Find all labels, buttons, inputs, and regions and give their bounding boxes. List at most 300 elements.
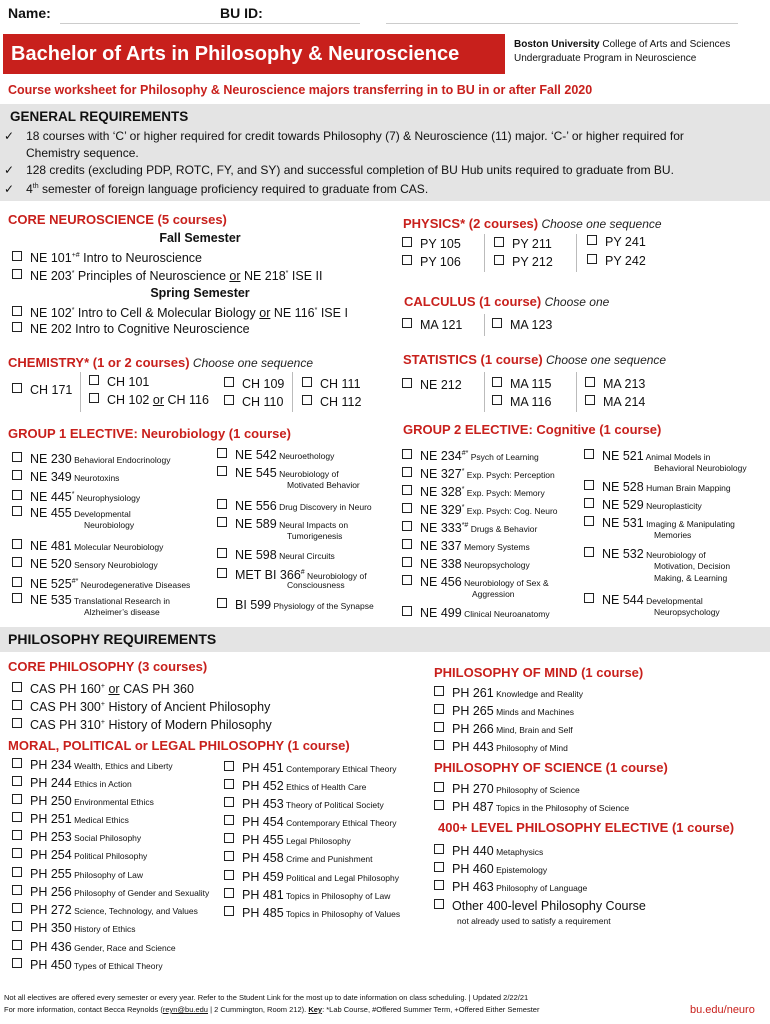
course-code: PH 272 <box>30 903 72 917</box>
course-ma214[interactable]: MA 214 <box>585 394 645 410</box>
course-name-cont: Tumorigenesis <box>287 531 343 541</box>
course-item[interactable] <box>434 861 547 878</box>
course-name-cont: Motivated Behavior <box>287 480 360 490</box>
course-py211[interactable]: PY 211 <box>494 236 552 252</box>
course-name: Neuroplasticity <box>643 501 702 511</box>
course-item[interactable] <box>434 703 574 720</box>
name-label: Name: <box>8 5 51 21</box>
checkbox[interactable] <box>12 794 22 804</box>
course-name: Memory Systems <box>461 542 530 552</box>
course-name: Behavioral Endocrinology <box>71 455 171 465</box>
course-item[interactable] <box>434 799 629 816</box>
course-name: Drug Discovery in Neuro <box>276 502 372 512</box>
course-item[interactable] <box>217 597 374 614</box>
course-ch110[interactable]: CH 110 <box>224 394 283 410</box>
checkbox[interactable] <box>584 547 594 557</box>
general-item: ✓ 18 courses with ‘C’ or higher required for credit towards Philosophy (7) & Neuroscience (11) major. ‘C-’ or higher required for <box>4 129 684 143</box>
course-item[interactable] <box>434 781 580 798</box>
course-name: Crime and Punishment <box>283 854 373 864</box>
checkbox[interactable] <box>402 575 412 585</box>
checkbox[interactable] <box>492 377 502 387</box>
checkbox[interactable] <box>402 255 412 265</box>
title-banner <box>3 34 505 74</box>
course-name: Neuropsychology <box>461 560 530 570</box>
checkbox[interactable] <box>12 903 22 913</box>
course-name: Wealth, Ethics and Liberty <box>71 761 173 771</box>
course-code: PH 251 <box>30 812 72 826</box>
course-code: MET BI 366 <box>235 568 301 583</box>
course-name: Topics in the Philosophy of Science <box>493 803 630 813</box>
divider <box>292 372 293 412</box>
course-item[interactable] <box>402 518 537 537</box>
course-code: NE 455 <box>30 506 72 520</box>
course-ch102[interactable]: CH 102 or CH 116 <box>89 392 209 408</box>
course-item[interactable] <box>224 887 390 904</box>
checkbox[interactable] <box>302 395 312 405</box>
university: Boston University College of Arts and Sciences Undergraduate Program in Neuroscience <box>514 39 731 64</box>
course-code: PH 454 <box>242 815 284 829</box>
checkbox[interactable] <box>12 306 22 316</box>
course-ne102[interactable]: NE 102* Intro to Cell & Molecular Biology or NE 116* ISE I <box>12 303 348 321</box>
checkbox[interactable] <box>224 761 234 771</box>
checkbox[interactable] <box>224 833 234 843</box>
course-ph160[interactable]: CAS PH 160+ or CAS PH 360 <box>12 679 194 697</box>
course-name: Molecular Neurobiology <box>71 542 164 552</box>
checkbox[interactable] <box>224 395 234 405</box>
checkbox[interactable] <box>402 449 412 459</box>
course-name: Contemporary Ethical Theory <box>283 764 397 774</box>
course-name: Philosophy of Science <box>493 785 580 795</box>
checkbox[interactable] <box>217 568 227 578</box>
checkbox[interactable] <box>402 557 412 567</box>
checkbox[interactable] <box>12 830 22 840</box>
checkbox[interactable] <box>585 377 595 387</box>
checkbox[interactable] <box>217 548 227 558</box>
checkbox[interactable] <box>217 598 227 608</box>
checkbox[interactable] <box>434 862 444 872</box>
checkbox[interactable] <box>12 700 22 710</box>
course-item[interactable] <box>402 482 545 501</box>
course-ch171[interactable]: CH 171 <box>12 382 72 398</box>
calculus-title: CALCULUS (1 course) Choose one <box>404 294 610 309</box>
contact-email[interactable]: reyn@bu.edu <box>162 1005 208 1014</box>
checkbox[interactable] <box>494 255 504 265</box>
checkbox[interactable] <box>12 557 22 567</box>
checkbox[interactable] <box>434 800 444 810</box>
course-item[interactable] <box>224 869 399 886</box>
statistics-title: STATISTICS (1 course) Choose one sequence <box>403 352 667 367</box>
course-code: PH 256 <box>30 885 72 899</box>
checkbox[interactable] <box>12 506 22 516</box>
checkbox[interactable] <box>402 237 412 247</box>
course-name-cont: Aggression <box>472 589 515 599</box>
checkbox[interactable] <box>402 467 412 477</box>
other-note: not already used to satisfy a requirement <box>457 916 611 926</box>
science-title: PHILOSOPHY OF SCIENCE (1 course) <box>434 760 668 775</box>
subtitle: Course worksheet for Philosophy & Neuroscience majors transferring in to BU in or after Fall 2020 <box>8 83 593 97</box>
course-ma213[interactable]: MA 213 <box>585 376 645 392</box>
course-code: PH 459 <box>242 870 284 884</box>
course-py212[interactable]: PY 212 <box>494 254 553 270</box>
course-item[interactable] <box>12 957 163 974</box>
course-ma116[interactable]: MA 116 <box>492 394 551 410</box>
course-code: PH 253 <box>30 830 72 844</box>
course-item[interactable] <box>224 905 400 922</box>
checkbox[interactable] <box>12 251 22 261</box>
checkbox[interactable] <box>12 958 22 968</box>
checkbox[interactable] <box>12 383 22 393</box>
course-ma121[interactable]: MA 121 <box>402 317 462 333</box>
checkbox[interactable] <box>224 888 234 898</box>
footer-url[interactable]: bu.edu/neuro <box>690 1004 755 1016</box>
checkbox[interactable] <box>224 815 234 825</box>
course-item[interactable] <box>402 556 530 573</box>
checkbox[interactable] <box>402 485 412 495</box>
checkbox[interactable] <box>402 521 412 531</box>
course-name: Knowledge and Reality <box>493 689 584 699</box>
course-ch111[interactable]: CH 111 <box>302 376 361 392</box>
checkbox[interactable] <box>587 254 597 264</box>
course-code: PH 234 <box>30 758 72 772</box>
checkbox[interactable] <box>12 490 22 500</box>
checkbox[interactable] <box>402 318 412 328</box>
course-name: Exp. Psych: Perception <box>464 470 555 481</box>
course-item[interactable] <box>434 685 583 702</box>
course-code: PH 250 <box>30 794 72 808</box>
course-name: Epistemology <box>493 865 548 875</box>
course-code: NE 234 <box>420 449 462 464</box>
checkbox[interactable] <box>584 480 594 490</box>
checkbox[interactable] <box>434 686 444 696</box>
course-mark: *# <box>461 522 469 529</box>
checkbox[interactable] <box>12 452 22 462</box>
checkbox[interactable] <box>217 466 227 476</box>
physics-title: PHYSICS* (2 courses) Choose one sequence <box>403 216 662 231</box>
checkbox[interactable] <box>402 503 412 513</box>
course-code: PH 453 <box>242 797 284 811</box>
course-py106[interactable]: PY 106 <box>402 254 461 270</box>
course-ph310[interactable]: CAS PH 310+ History of Modern Philosophy <box>12 715 272 733</box>
course-name: Minds and Machines <box>493 707 575 717</box>
course-item[interactable] <box>224 850 373 867</box>
course-name: Social Philosophy <box>71 833 142 843</box>
course-ph300[interactable]: CAS PH 300+ History of Ancient Philosophy <box>12 697 270 715</box>
course-code: NE 329 <box>420 503 462 518</box>
course-item[interactable] <box>434 843 543 860</box>
checkbox[interactable] <box>12 812 22 822</box>
course-other400[interactable]: Other 400-level Philosophy Course <box>434 898 646 914</box>
checkbox[interactable] <box>224 906 234 916</box>
course-ch109[interactable]: CH 109 <box>224 376 284 392</box>
checkbox[interactable] <box>12 470 22 480</box>
checkbox[interactable] <box>494 237 504 247</box>
course-item[interactable] <box>12 884 209 901</box>
course-name-cont: Neuropsychology <box>654 607 720 617</box>
course-name: Animal Models in <box>643 452 711 462</box>
checkbox[interactable] <box>217 448 227 458</box>
checkbox[interactable] <box>12 718 22 728</box>
spring-semester: Spring Semester <box>150 286 250 300</box>
course-item[interactable] <box>12 775 132 792</box>
course-ne202[interactable]: NE 202 Intro to Cognitive Neuroscience <box>12 321 250 337</box>
course-name: Environmental Ethics <box>71 797 154 807</box>
course-item[interactable] <box>584 497 702 514</box>
course-code: NE 328 <box>420 485 462 500</box>
course-ma123[interactable]: MA 123 <box>492 317 552 333</box>
course-code: PH 254 <box>30 848 72 862</box>
course-name: Translational Research in <box>71 596 170 606</box>
course-item[interactable] <box>12 757 173 774</box>
checkbox[interactable] <box>402 378 412 388</box>
course-code: PH 450 <box>30 958 72 972</box>
course-code: NE 532 <box>602 547 644 561</box>
course-item[interactable] <box>402 605 550 622</box>
course-code: PH 481 <box>242 888 284 902</box>
course-name-cont: Making, & Learning <box>654 573 728 583</box>
course-code: NE 327 <box>420 467 462 482</box>
course-code: NE 338 <box>420 557 462 571</box>
course-code: BI 599 <box>235 598 272 612</box>
checkbox[interactable] <box>12 593 22 603</box>
checkbox[interactable] <box>12 758 22 768</box>
course-ch101[interactable]: CH 101 <box>89 374 149 390</box>
course-mark: * <box>71 491 75 498</box>
checkbox[interactable] <box>224 377 234 387</box>
course-name: Neurophysiology <box>74 493 141 504</box>
course-code: NE 528 <box>602 480 644 494</box>
course-item[interactable] <box>217 547 335 564</box>
course-code: PH 244 <box>30 776 72 790</box>
course-code: PH 261 <box>452 686 494 700</box>
checkbox[interactable] <box>224 797 234 807</box>
course-mark: #* <box>71 578 79 585</box>
checkbox[interactable] <box>12 577 22 587</box>
course-name: Neurobiology of <box>304 571 367 582</box>
course-code: PH 270 <box>452 782 494 796</box>
course-name: Medical Ethics <box>71 815 129 825</box>
course-code: PH 463 <box>452 880 494 894</box>
course-ne212[interactable]: NE 212 <box>402 377 462 393</box>
course-name: Science, Technology, and Values <box>71 906 198 916</box>
course-name: Political and Legal Philosophy <box>283 873 400 883</box>
course-item[interactable] <box>402 538 530 555</box>
course-name: History of Ethics <box>71 924 136 934</box>
checkbox[interactable] <box>217 499 227 509</box>
course-code: PH 455 <box>242 833 284 847</box>
course-name: Imaging & Manipulating <box>643 519 735 529</box>
course-name: Topics in Philosophy of Values <box>283 909 401 919</box>
footer-line1: Not all electives are offered every semester or every year. Refer to the Student Link for the most up to date information on class scheduling. | Updated 2/22/21 <box>4 993 529 1002</box>
checkbox[interactable] <box>434 722 444 732</box>
checkbox[interactable] <box>224 851 234 861</box>
course-name: Neuroethology <box>276 451 335 461</box>
course-item[interactable] <box>12 939 176 956</box>
checkbox[interactable] <box>584 593 594 603</box>
course-code: NE 333 <box>420 521 462 536</box>
course-name: Philosophy of Mind <box>493 743 568 753</box>
checkbox[interactable] <box>12 682 22 692</box>
course-code: PH 460 <box>452 862 494 876</box>
checkbox[interactable] <box>492 395 502 405</box>
checkbox[interactable] <box>402 606 412 616</box>
course-item[interactable] <box>12 920 135 937</box>
checkbox[interactable] <box>584 516 594 526</box>
course-name-cont: Memories <box>654 530 692 540</box>
core-phil-title: CORE PHILOSOPHY (3 courses) <box>8 659 208 674</box>
course-item[interactable] <box>434 739 568 756</box>
course-name: Physiology of the Synapse <box>271 601 374 611</box>
course-item[interactable] <box>402 500 558 519</box>
course-code: NE 499 <box>420 606 462 620</box>
course-item[interactable] <box>224 832 351 849</box>
course-code: NE 445 <box>30 490 72 505</box>
course-code: NE 230 <box>30 452 72 466</box>
general-item: ✓ 128 credits (excluding PDP, ROTC, FY, and SY) and successful completion of BU Hub units required to graduate from BU. <box>4 163 674 177</box>
course-item[interactable] <box>12 793 154 810</box>
course-item[interactable] <box>217 498 372 515</box>
course-item[interactable] <box>584 479 731 496</box>
checkbox[interactable] <box>302 377 312 387</box>
buid-line[interactable] <box>386 23 738 24</box>
course-code: NE 520 <box>30 557 72 571</box>
checkbox[interactable] <box>217 517 227 527</box>
course-name-cont: Neurobiology <box>84 520 135 530</box>
course-item[interactable] <box>12 811 129 828</box>
course-ch112[interactable]: CH 112 <box>302 394 361 410</box>
checkbox[interactable] <box>12 921 22 931</box>
divider <box>576 234 577 272</box>
course-item[interactable] <box>402 446 539 465</box>
general-item: ✓ 4th semester of foreign language proficiency required to graduate from CAS. <box>4 182 429 196</box>
checkbox[interactable] <box>585 395 595 405</box>
course-name: Philosophy of Law <box>71 870 144 880</box>
course-item[interactable] <box>217 447 334 464</box>
course-name: Neural Circuits <box>276 551 335 561</box>
checkbox[interactable] <box>434 704 444 714</box>
checkbox[interactable] <box>12 940 22 950</box>
course-py242[interactable]: PY 242 <box>587 253 646 269</box>
course-code: PH 452 <box>242 779 284 793</box>
course-name: Neural Impacts on <box>276 520 349 530</box>
checkbox[interactable] <box>434 844 444 854</box>
course-item[interactable] <box>12 469 119 486</box>
mind-title: PHILOSOPHY OF MIND (1 course) <box>434 665 644 680</box>
checkbox[interactable] <box>12 885 22 895</box>
checkbox[interactable] <box>12 776 22 786</box>
fall-semester: Fall Semester <box>159 231 241 245</box>
course-mark: * <box>461 486 465 493</box>
course-name: Gender, Race and Science <box>71 943 176 953</box>
course-item[interactable] <box>12 574 190 593</box>
course-item[interactable] <box>434 721 573 738</box>
checkbox[interactable] <box>584 498 594 508</box>
checkbox[interactable] <box>12 269 22 279</box>
checkbox[interactable] <box>434 899 444 909</box>
course-item[interactable] <box>12 829 141 846</box>
course-name: Types of Ethical Theory <box>71 961 163 971</box>
course-item[interactable] <box>224 778 366 795</box>
course-name: Topics in Philosophy of Law <box>283 891 391 901</box>
checkbox[interactable] <box>434 740 444 750</box>
course-code: NE 589 <box>235 517 277 531</box>
course-code: PH 255 <box>30 867 72 881</box>
course-item[interactable] <box>12 847 147 864</box>
checkbox[interactable] <box>224 870 234 880</box>
course-py105[interactable]: PY 105 <box>402 236 461 252</box>
checkbox[interactable] <box>12 322 22 332</box>
page-title: Bachelor of Arts in Philosophy & Neuroscience <box>11 43 460 65</box>
course-item[interactable] <box>12 866 143 883</box>
course-name: Neurobiology of <box>276 469 339 479</box>
divider <box>484 234 485 272</box>
checkbox[interactable] <box>12 867 22 877</box>
course-name: Ethics of Health Care <box>283 782 367 792</box>
course-py241[interactable]: PY 241 <box>587 234 646 250</box>
checkbox[interactable] <box>587 235 597 245</box>
course-name: Philosophy of Language <box>493 883 588 893</box>
group2-title: GROUP 2 ELECTIVE: Cognitive (1 course) <box>403 422 662 437</box>
course-ma115[interactable]: MA 115 <box>492 376 551 392</box>
course-name: Psych of Learning <box>468 452 539 463</box>
course-item[interactable] <box>224 760 396 777</box>
checkbox[interactable] <box>402 539 412 549</box>
course-name: Clinical Neuroanatomy <box>461 609 550 619</box>
course-code: PH 443 <box>452 740 494 754</box>
course-code: PH 440 <box>452 844 494 858</box>
course-name-cont: Alzheimer’s disease <box>84 607 160 617</box>
course-code: PH 485 <box>242 906 284 920</box>
course-name: Neurobiology of <box>643 550 706 560</box>
course-name: Theory of Political Society <box>283 800 384 810</box>
footer-line2: For more information, contact Becca Reynolds (reyn@bu.edu | 2 Cummington, Room 212). Key: *Lab Course, #Offered Summer Term, +Offered Either Semester <box>4 1005 540 1014</box>
checkbox[interactable] <box>584 449 594 459</box>
course-ne203[interactable]: NE 203* Principles of Neuroscience or NE 218* ISE II <box>12 266 322 284</box>
course-code: NE 337 <box>420 539 462 553</box>
checkbox[interactable] <box>224 779 234 789</box>
course-item[interactable] <box>402 464 555 483</box>
course-item[interactable] <box>224 814 396 831</box>
checkbox[interactable] <box>434 782 444 792</box>
name-line[interactable] <box>60 23 360 24</box>
phil-title: PHILOSOPHY REQUIREMENTS <box>8 631 217 647</box>
checkbox[interactable] <box>89 393 99 403</box>
checkbox[interactable] <box>492 318 502 328</box>
course-name-cont: Consciousness <box>287 580 345 590</box>
course-item[interactable] <box>12 487 140 506</box>
course-item[interactable] <box>224 796 384 813</box>
course-name: Contemporary Ethical Theory <box>283 818 397 828</box>
course-mark: * <box>461 504 465 511</box>
course-ne101[interactable]: NE 101+# Intro to Neuroscience <box>12 248 202 266</box>
course-code: NE 544 <box>602 593 644 607</box>
course-code: NE 598 <box>235 548 277 562</box>
checkbox[interactable] <box>89 375 99 385</box>
course-name: Philosophy of Gender and Sexuality <box>71 888 210 898</box>
course-name: Ethics in Action <box>71 779 132 789</box>
course-item[interactable] <box>12 556 158 573</box>
checkbox[interactable] <box>434 880 444 890</box>
checkbox[interactable] <box>12 539 22 549</box>
course-item[interactable] <box>434 879 587 896</box>
course-name-cont: Motivation, Decision <box>654 561 731 571</box>
general-title: GENERAL REQUIREMENTS <box>10 109 189 124</box>
checkbox[interactable] <box>12 848 22 858</box>
elective400-title: 400+ LEVEL PHILOSOPHY ELECTIVE (1 course) <box>438 820 735 835</box>
course-item[interactable] <box>12 451 170 468</box>
course-item[interactable] <box>12 902 198 919</box>
course-item[interactable] <box>12 538 163 555</box>
course-code: NE 529 <box>602 498 644 512</box>
